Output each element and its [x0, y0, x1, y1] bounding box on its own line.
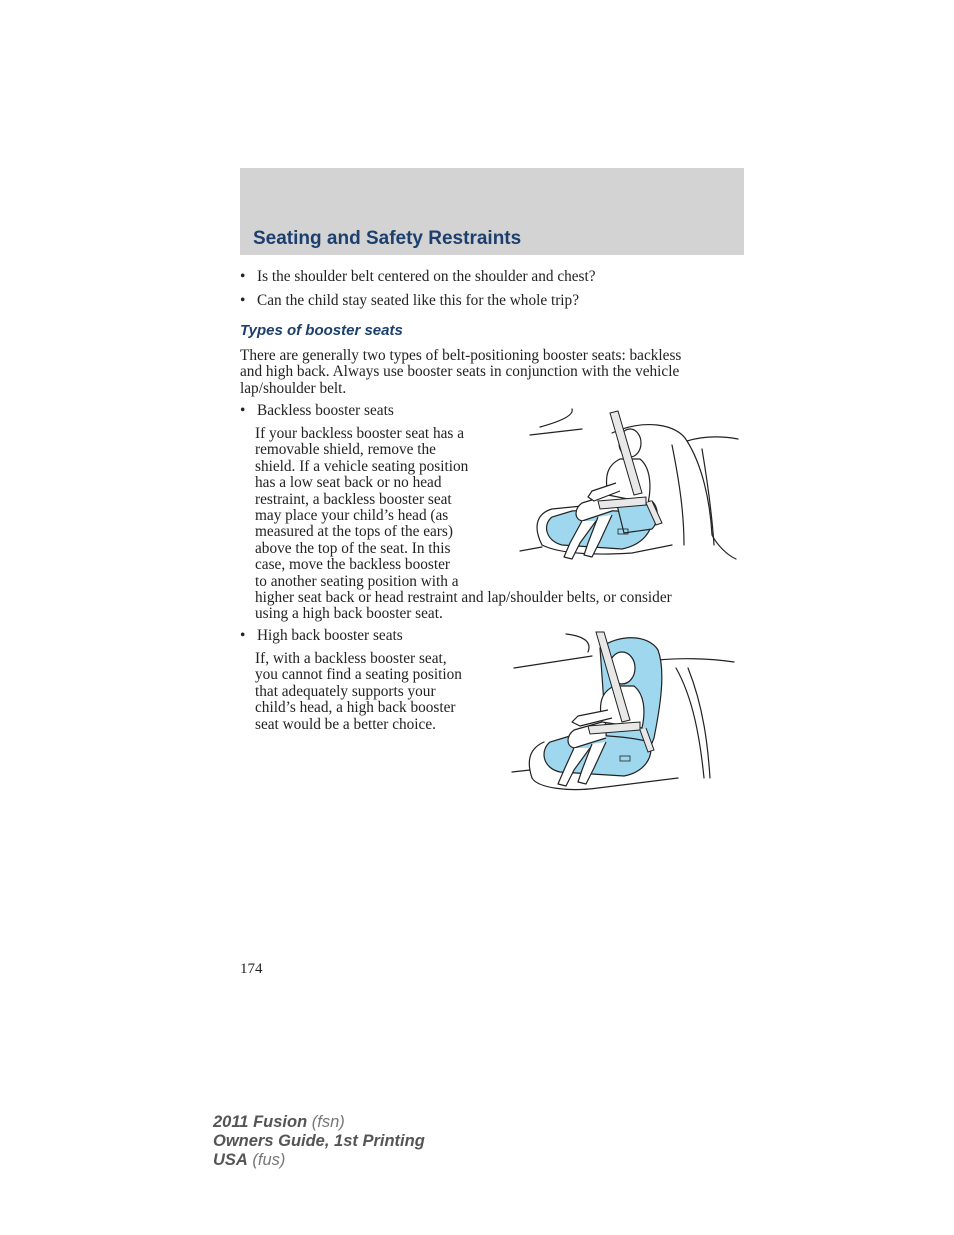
text-line: to another seating position with a	[255, 572, 459, 590]
text-line: and high back. Always use booster seats in conjunction with the vehicle	[240, 363, 680, 381]
document-footer	[213, 1113, 425, 1170]
high-back-booster-illustration	[508, 628, 738, 798]
footer-market: USA	[213, 1151, 248, 1169]
bullet-dot: •	[240, 292, 246, 309]
bullet-text: High back booster seats	[257, 627, 403, 644]
text-line: child’s head, a high back booster	[255, 699, 456, 717]
text-line: lap/shoulder belt.	[240, 379, 347, 397]
intro-paragraph	[240, 348, 740, 397]
bullet-text: Backless booster seats	[257, 402, 394, 419]
text-line: removable shield, remove the	[255, 441, 436, 459]
footer-model: 2011 Fusion	[213, 1113, 308, 1131]
text-line: seat would be a better choice.	[255, 715, 436, 733]
bullet-dot: •	[240, 402, 246, 419]
text-line: If your backless booster seat has a	[255, 425, 464, 442]
text-line: has a low seat back or no head	[255, 474, 442, 492]
footer-line	[213, 1113, 425, 1132]
text-line: that adequately supports your	[255, 682, 436, 700]
text-line: measured at the tops of the ears)	[255, 523, 453, 541]
bullet-dot: •	[240, 268, 246, 285]
section-title: Seating and Safety Restraints	[253, 228, 522, 249]
text-line: may place your child’s head (as	[255, 507, 449, 525]
text-line: case, move the backless booster	[255, 556, 450, 574]
text-line: shield. If a vehicle seating position	[255, 457, 469, 475]
text-line: you cannot find a seating position	[255, 666, 462, 684]
bullet-dot: •	[240, 627, 246, 644]
page-number: 174	[240, 961, 263, 977]
footer-code: (fsn)	[307, 1113, 345, 1131]
subheading: Types of booster seats	[240, 322, 403, 339]
footer-line	[213, 1151, 425, 1170]
backless-booster-illustration	[512, 405, 742, 565]
bullet-text: Can the child stay seated like this for the whole trip?	[257, 292, 579, 309]
text-line: restraint, a backless booster seat	[255, 490, 452, 508]
text-line: If, with a backless booster seat,	[255, 650, 447, 667]
footer-market-code: (fus)	[247, 1151, 286, 1169]
footer-printing: Owners Guide, 1st Printing	[213, 1132, 425, 1150]
text-line: above the top of the seat. In this	[255, 539, 451, 557]
text-line: using a high back booster seat.	[255, 605, 443, 623]
text-line: higher seat back or head restraint and lap/shoulder belts, or consider	[255, 589, 672, 607]
bullet-text: Is the shoulder belt centered on the shoulder and chest?	[257, 268, 596, 285]
text-line: There are generally two types of belt-positioning booster seats: backless	[240, 347, 682, 364]
footer-line	[213, 1132, 425, 1151]
